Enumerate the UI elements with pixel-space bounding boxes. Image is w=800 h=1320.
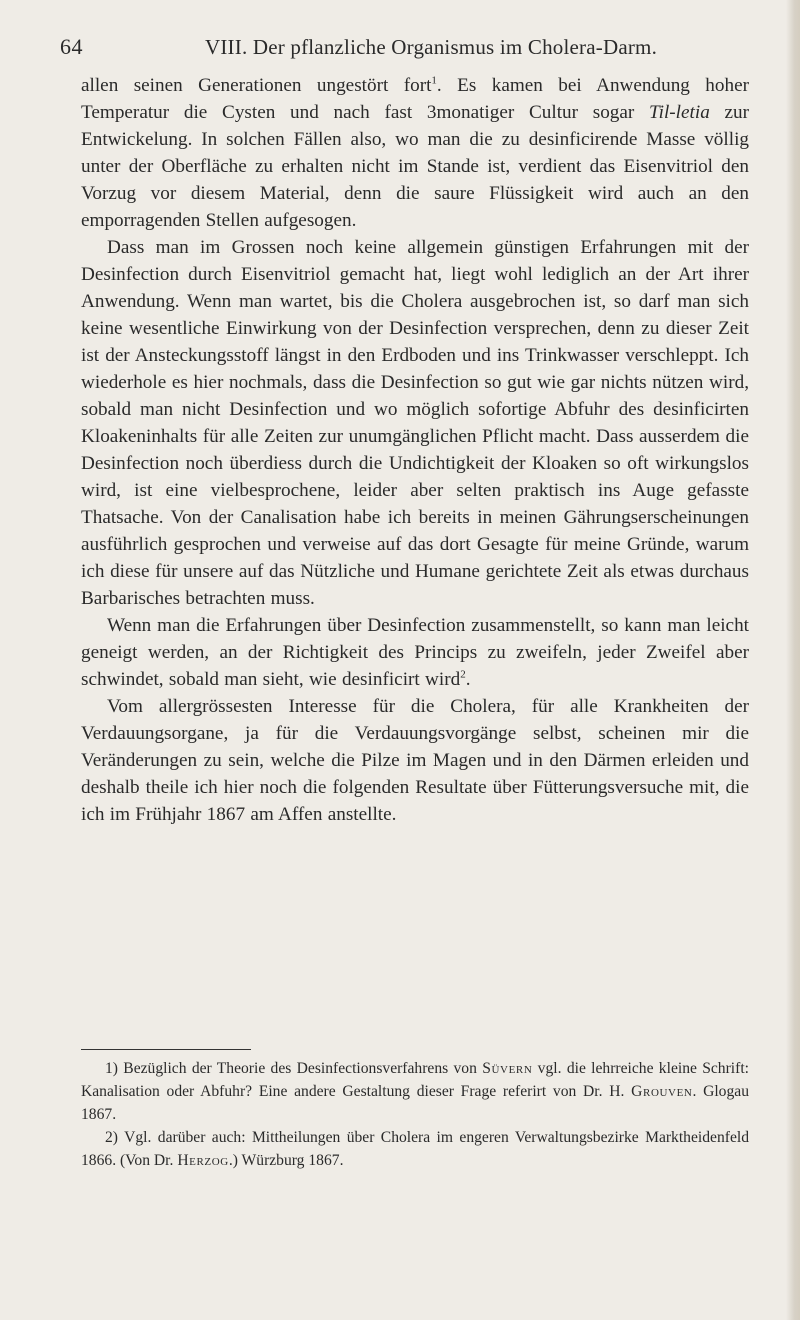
paragraph-4: Vom allergrössesten Interesse für die Cholera, für alle Krankheiten der Verdauungsorgane, ja für die Verdauungsvorgänge selbst, scheinen mir die Veränderungen zu sein, welche die Pilze im Magen und in den Därmen erleiden und deshalb theile ich hier noch die folgenden Resultate über Fütterungsversuche mit, die ich im Frühjahr 1867 am Affen anstellte. [81, 696, 749, 825]
footnotes [81, 1057, 749, 1172]
footnote-2: 2) Vgl. darüber auch: Mittheilungen über Cholera im engeren Verwaltungsbezirke Marktheidenfeld 1866. (Von Dr. Herzog.) Würzburg 1867. [81, 1129, 749, 1169]
running-title: VIII. Der pflanzliche Organismus im Cholera-Darm. [205, 35, 658, 59]
author-name: Grouven [631, 1083, 693, 1100]
paragraph-2: Dass man im Grossen noch keine allgemein günstigen Erfahrungen mit der Desinfection durch Eisenvitriol gemacht hat, liegt wohl lediglich an der Art ihrer Anwendung. Wenn man wartet, bis die Cholera ausgebrochen ist, so darf man sich keine wesentliche Einwirkung von der Desinfection versprechen, denn zu dieser Zeit ist der Ansteckungsstoff längst in den Erdboden und ins Trinkwasser verschleppt. Ich wiederhole es hier nochmals, dass die Desinfection so gut wie gar nichts nützen wird, sobald man nicht Desinfection und wo möglich sofortige Abfuhr des desinficirten Kloakeninhalts für alle Zeiten zur unumgänglichen Pflicht macht. Dass ausserdem die Desinfection noch überdiess durch die Undichtigkeit der Kloaken so oft wirkungslos wird, ist eine vielbesprochene, leider aber selten praktisch ins Auge gefasste Thatsache. Von der Canalisation habe ich bereits in meinen Gährungserscheinungen ausführlich gesprochen und verweise auf das dort Gesagte für meine Gründe, warum ich diese für unsere auf das Nützliche und Humane gerichtete Zeit als etwas durchaus Barbarisches betrachten muss. [81, 237, 749, 609]
page-header [60, 28, 750, 62]
footnote-ref-2: 2 [460, 668, 466, 681]
page-edge-shadow [786, 0, 800, 1320]
author-name: Herzog [177, 1152, 229, 1169]
footnote-1: 1) Bezüglich der Theorie des Desinfectionsverfahrens von Süvern vgl. die lehrreiche kleine Schrift: Kanalisation oder Abfuhr? Eine andere Gestaltung dieser Frage referirt von Dr. H. Grouven. Glogau 1867. [81, 1060, 749, 1123]
page-number: 64 [60, 34, 83, 59]
footnote-ref-1: 1 [431, 74, 437, 87]
body-text [81, 72, 749, 828]
paragraph-3: Wenn man die Erfahrungen über Desinfection zusammenstellt, so kann man leicht geneigt werden, an der Richtigkeit des Princips zu zweifeln, jeder Zweifel aber schwindet, sobald man sieht, wie desinficirt wird$^2$. [81, 615, 749, 690]
italic-term: Til-letia [649, 102, 710, 123]
paragraph-1: allen seinen Generationen ungestört fort$^1$. Es kamen bei Anwendung hoher Temperatur die Cysten und nach fast 3monatiger Cultur sogar Til-letia zur Entwickelung. In solchen Fällen also, wo man die zu desinficirende Masse völlig unter der Oberfläche zu erhalten nicht im Stande ist, verdient das Eisenvitriol den Vorzug vor diesem Material, denn die saure Flüssigkeit wird auch an den emporragenden Stellen aufgesogen. [81, 74, 750, 231]
author-name: Süvern [482, 1060, 533, 1077]
footnote-divider [81, 1049, 251, 1050]
